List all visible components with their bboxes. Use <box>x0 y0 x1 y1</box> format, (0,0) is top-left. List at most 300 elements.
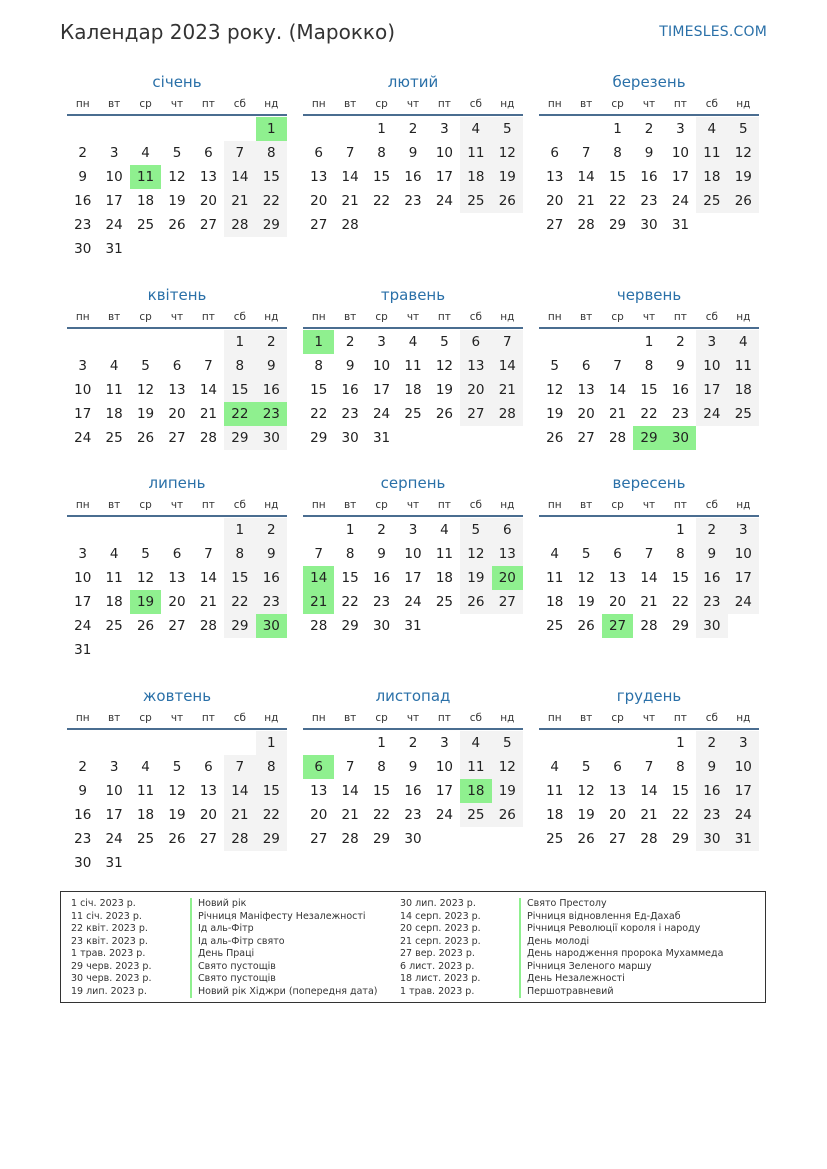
day-cell: 7 <box>345 145 355 161</box>
day-cell: 12 <box>460 542 491 566</box>
day-cell: 12 <box>435 358 454 374</box>
day-cell: 22 <box>310 406 328 422</box>
weekday-header <box>539 307 759 329</box>
weekday-label: вт <box>579 712 593 724</box>
weekday-label: вт <box>579 98 593 110</box>
day-cell: 22 <box>256 189 287 213</box>
weekday-label: ср <box>139 311 152 323</box>
day-cell: 16 <box>640 169 658 185</box>
day-cell: 21 <box>224 803 255 827</box>
empty-cell <box>633 731 664 755</box>
legend-holiday-name: Свято пустощів <box>190 961 276 974</box>
day-cell: 7 <box>204 358 213 374</box>
day-cell: 23 <box>341 406 359 422</box>
weekday-label: нд <box>736 311 751 323</box>
day-cell: 1 <box>676 735 685 751</box>
day-cell: 21 <box>341 807 359 823</box>
weekday-label: нд <box>264 712 279 724</box>
day-cell: 20 <box>168 406 186 422</box>
day-cell: 5 <box>550 358 559 374</box>
day-cell: 9 <box>345 358 355 374</box>
day-cell: 21 <box>199 594 218 610</box>
site-link[interactable]: TIMESLES.COM <box>659 24 767 40</box>
weekday-label: чт <box>170 311 184 323</box>
day-cell: 26 <box>577 831 595 847</box>
day-cell: 24 <box>74 430 92 446</box>
day-cell: 30 <box>256 426 287 450</box>
day-cell: 24 <box>728 590 759 614</box>
weekday-label: ср <box>611 499 624 511</box>
month-block <box>67 471 287 662</box>
weekday-label: ср <box>139 712 152 724</box>
weekday-label: чт <box>170 499 184 511</box>
day-cell: 29 <box>310 430 328 446</box>
day-cell: 26 <box>460 590 491 614</box>
day-cell: 11 <box>460 141 491 165</box>
day-cell: 7 <box>224 755 255 779</box>
weekday-label: нд <box>500 311 515 323</box>
weekday-label: чт <box>642 98 656 110</box>
legend-date: 20 серп. 2023 р. <box>400 923 481 934</box>
day-cell: 4 <box>141 759 150 775</box>
day-cell: 19 <box>435 382 454 398</box>
weekday-label: нд <box>500 499 515 511</box>
day-cell: 24 <box>696 402 727 426</box>
weekday-label: сб <box>233 499 246 511</box>
weekday-label: нд <box>500 712 515 724</box>
day-cell: 4 <box>550 759 559 775</box>
day-cell: 18 <box>546 594 564 610</box>
day-cell: 20 <box>577 406 595 422</box>
day-cell: 18 <box>404 382 422 398</box>
day-cell: 15 <box>640 382 658 398</box>
weekday-label: пн <box>547 311 562 323</box>
day-cell: 12 <box>728 141 759 165</box>
day-cell: 11 <box>728 354 759 378</box>
day-cell: 4 <box>141 145 150 161</box>
day-cell: 10 <box>372 358 391 374</box>
weekday-label: нд <box>264 311 279 323</box>
day-cell: 1 <box>224 330 255 354</box>
day-grid <box>67 330 287 450</box>
month-block <box>303 471 523 638</box>
month-name: серпень <box>380 474 446 492</box>
day-cell: 8 <box>613 145 622 161</box>
day-cell: 23 <box>696 803 727 827</box>
weekday-label: ср <box>139 98 152 110</box>
weekday-label: пн <box>547 712 562 724</box>
day-cell: 7 <box>644 546 654 562</box>
day-cell: 4 <box>728 330 759 354</box>
day-cell: 16 <box>74 193 92 209</box>
legend-date: 19 лип. 2023 р. <box>71 985 147 997</box>
day-cell: 2 <box>256 518 287 542</box>
day-cell: 10 <box>105 169 123 185</box>
weekday-header <box>67 307 287 329</box>
day-cell: 6 <box>204 759 213 775</box>
day-cell: 21 <box>224 189 255 213</box>
day-cell: 6 <box>204 145 213 161</box>
weekday-label: вт <box>343 311 357 323</box>
weekday-label: сб <box>469 98 482 110</box>
day-cell: 17 <box>728 779 759 803</box>
day-cell: 3 <box>696 330 727 354</box>
weekday-label: пн <box>547 499 562 511</box>
day-cell: 21 <box>640 807 658 823</box>
day-cell: 6 <box>613 759 622 775</box>
day-cell: 2 <box>408 735 418 751</box>
day-cell: 31 <box>671 217 690 233</box>
day-cell: 8 <box>224 542 255 566</box>
month-block <box>67 70 287 261</box>
day-cell: 19 <box>168 807 186 823</box>
day-cell: 8 <box>224 354 255 378</box>
holiday-day-cell: 27 <box>602 614 633 638</box>
weekday-label: вт <box>107 98 121 110</box>
day-cell: 21 <box>492 378 523 402</box>
legend-date: 1 трав. 2023 р. <box>71 948 146 959</box>
weekday-label: ср <box>375 499 388 511</box>
day-cell: 28 <box>640 831 658 847</box>
day-grid <box>539 518 759 638</box>
legend-date: 29 черв. 2023 р. <box>71 960 152 972</box>
day-cell: 2 <box>696 518 727 542</box>
day-cell: 11 <box>460 755 491 779</box>
day-cell: 21 <box>577 193 595 209</box>
day-cell: 5 <box>141 358 150 374</box>
day-cell: 1 <box>676 522 685 538</box>
day-cell: 5 <box>141 546 150 562</box>
day-cell: 14 <box>640 783 658 799</box>
day-cell: 9 <box>78 169 87 185</box>
weekday-label: пт <box>437 98 451 110</box>
day-cell: 12 <box>136 382 155 398</box>
day-cell: 3 <box>78 546 87 562</box>
day-cell: 13 <box>460 354 491 378</box>
day-cell: 31 <box>105 855 123 871</box>
day-cell: 13 <box>492 542 523 566</box>
empty-cell <box>539 731 570 755</box>
day-cell: 29 <box>671 831 690 847</box>
day-cell: 9 <box>377 546 386 562</box>
day-cell: 17 <box>435 783 454 799</box>
day-cell: 20 <box>310 807 328 823</box>
day-cell: 30 <box>74 241 92 257</box>
day-cell: 29 <box>224 614 255 638</box>
day-cell: 9 <box>256 542 287 566</box>
day-cell: 4 <box>109 358 119 374</box>
day-cell: 28 <box>577 217 595 233</box>
legend-holiday-name: Річниця Маніфесту Незалежності <box>190 911 366 924</box>
day-cell: 23 <box>404 807 422 823</box>
weekday-header <box>539 708 759 730</box>
weekday-label: нд <box>264 499 279 511</box>
weekday-header <box>539 94 759 116</box>
day-cell: 5 <box>581 546 591 562</box>
day-cell: 8 <box>644 358 654 374</box>
day-cell: 1 <box>256 731 287 755</box>
day-cell: 30 <box>404 831 422 847</box>
legend-holiday-name: Ід аль-Фітр свято <box>190 936 285 949</box>
weekday-label: сб <box>469 311 482 323</box>
day-cell: 13 <box>310 783 328 799</box>
weekday-header <box>67 94 287 116</box>
holiday-day-cell: 1 <box>256 117 287 141</box>
day-cell: 30 <box>74 855 92 871</box>
day-cell: 24 <box>105 831 123 847</box>
day-grid <box>303 731 523 851</box>
weekday-label: сб <box>705 712 718 724</box>
day-cell: 2 <box>696 731 727 755</box>
day-cell: 6 <box>492 518 523 542</box>
day-cell: 27 <box>546 217 564 233</box>
day-cell: 18 <box>435 570 454 586</box>
weekday-label: пт <box>673 712 687 724</box>
empty-cell <box>303 518 334 542</box>
empty-cell <box>161 731 192 755</box>
month-block <box>303 684 523 851</box>
day-cell: 27 <box>608 831 627 847</box>
weekday-label: пт <box>437 712 451 724</box>
empty-cell <box>130 731 161 755</box>
day-cell: 16 <box>74 807 92 823</box>
day-cell: 29 <box>341 618 359 634</box>
day-cell: 16 <box>696 779 727 803</box>
day-cell: 9 <box>696 755 727 779</box>
day-cell: 2 <box>408 121 418 137</box>
month-block <box>67 283 287 450</box>
day-cell: 22 <box>224 590 255 614</box>
day-cell: 5 <box>492 731 523 755</box>
weekday-label: пн <box>311 499 326 511</box>
day-cell: 25 <box>728 402 759 426</box>
day-cell: 25 <box>136 831 155 847</box>
weekday-label: вт <box>579 311 593 323</box>
day-cell: 15 <box>671 783 690 799</box>
day-cell: 20 <box>310 193 328 209</box>
holiday-day-cell: 23 <box>256 402 287 426</box>
day-cell: 1 <box>613 121 622 137</box>
day-cell: 31 <box>372 430 391 446</box>
day-cell: 25 <box>460 803 491 827</box>
legend-date: 6 лист. 2023 р. <box>400 960 475 972</box>
legend-date: 30 черв. 2023 р. <box>71 973 152 984</box>
legend-holiday-name: День народження пророка Мухаммеда <box>519 948 723 961</box>
empty-cell <box>161 330 192 354</box>
day-cell: 16 <box>341 382 359 398</box>
weekday-label: сб <box>469 712 482 724</box>
day-cell: 8 <box>256 141 287 165</box>
weekday-label: чт <box>170 712 184 724</box>
day-cell: 11 <box>105 382 123 398</box>
weekday-label: нд <box>736 98 751 110</box>
day-cell: 20 <box>608 807 627 823</box>
day-cell: 22 <box>671 807 690 823</box>
day-cell: 14 <box>199 570 218 586</box>
day-cell: 23 <box>696 590 727 614</box>
day-cell: 8 <box>377 759 386 775</box>
day-cell: 28 <box>640 618 658 634</box>
day-cell: 28 <box>310 618 328 634</box>
day-cell: 28 <box>199 430 218 446</box>
day-cell: 16 <box>372 570 391 586</box>
day-cell: 29 <box>256 213 287 237</box>
day-cell: 12 <box>492 141 523 165</box>
weekday-label: чт <box>642 311 656 323</box>
weekday-label: пт <box>437 311 451 323</box>
empty-cell <box>570 518 601 542</box>
holiday-day-cell: 20 <box>492 566 523 590</box>
day-cell: 15 <box>224 378 255 402</box>
day-cell: 18 <box>136 807 155 823</box>
day-cell: 20 <box>460 378 491 402</box>
day-cell: 19 <box>460 566 491 590</box>
day-cell: 16 <box>696 566 727 590</box>
empty-cell <box>98 117 129 141</box>
empty-cell <box>130 117 161 141</box>
day-cell: 28 <box>341 831 359 847</box>
weekday-label: пт <box>201 499 215 511</box>
day-cell: 13 <box>168 570 186 586</box>
weekday-label: ср <box>375 311 388 323</box>
weekday-label: ср <box>611 712 624 724</box>
day-cell: 6 <box>172 358 182 374</box>
legend-holiday-name: Свято пустощів <box>190 973 276 986</box>
day-cell: 13 <box>546 169 564 185</box>
day-cell: 23 <box>372 594 391 610</box>
day-cell: 3 <box>728 518 759 542</box>
weekday-label: пт <box>201 98 215 110</box>
day-cell: 26 <box>168 831 186 847</box>
empty-cell <box>130 330 161 354</box>
weekday-label: пн <box>547 98 562 110</box>
day-cell: 15 <box>256 779 287 803</box>
day-grid <box>67 117 287 261</box>
day-cell: 25 <box>696 189 727 213</box>
day-cell: 25 <box>546 831 564 847</box>
weekday-header <box>303 307 523 329</box>
empty-cell <box>602 330 633 354</box>
day-cell: 8 <box>314 358 323 374</box>
day-cell: 12 <box>136 570 155 586</box>
day-cell: 21 <box>608 406 627 422</box>
day-cell: 12 <box>577 570 595 586</box>
legend-date: 11 січ. 2023 р. <box>71 910 142 922</box>
day-cell: 11 <box>546 570 564 586</box>
month-name: липень <box>148 474 206 492</box>
day-cell: 26 <box>492 189 523 213</box>
empty-cell <box>539 330 570 354</box>
day-cell: 27 <box>460 402 491 426</box>
weekday-header <box>67 708 287 730</box>
legend-date: 22 квіт. 2023 р. <box>71 923 148 934</box>
day-cell: 18 <box>136 193 155 209</box>
day-cell: 20 <box>199 807 218 823</box>
weekday-label: пт <box>201 712 215 724</box>
day-cell: 17 <box>372 382 391 398</box>
day-cell: 5 <box>440 334 449 350</box>
day-cell: 17 <box>671 169 690 185</box>
day-cell: 4 <box>460 731 491 755</box>
day-cell: 17 <box>74 594 92 610</box>
day-cell: 8 <box>676 546 685 562</box>
day-cell: 7 <box>492 330 523 354</box>
day-cell: 11 <box>435 546 454 562</box>
day-cell: 18 <box>728 378 759 402</box>
day-cell: 20 <box>546 193 564 209</box>
day-cell: 3 <box>676 121 685 137</box>
day-cell: 22 <box>671 594 690 610</box>
day-cell: 19 <box>492 165 523 189</box>
weekday-label: пт <box>673 98 687 110</box>
day-cell: 24 <box>372 406 391 422</box>
day-cell: 14 <box>224 779 255 803</box>
day-cell: 23 <box>404 193 422 209</box>
day-cell: 2 <box>78 759 87 775</box>
holiday-day-cell: 19 <box>130 590 161 614</box>
day-cell: 10 <box>728 755 759 779</box>
day-grid <box>67 731 287 875</box>
weekday-header <box>303 708 523 730</box>
day-cell: 1 <box>345 522 355 538</box>
weekday-label: сб <box>233 712 246 724</box>
month-name: листопад <box>375 687 451 705</box>
day-grid <box>303 518 523 638</box>
day-cell: 11 <box>696 141 727 165</box>
day-cell: 27 <box>199 217 218 233</box>
day-cell: 22 <box>608 193 627 209</box>
day-cell: 27 <box>199 831 218 847</box>
empty-cell <box>193 731 224 755</box>
day-cell: 24 <box>671 193 690 209</box>
empty-cell <box>334 731 365 755</box>
legend-holiday-name: Новий рік Хіджри (попередня дата) <box>190 986 377 999</box>
empty-cell <box>193 117 224 141</box>
month-name: жовтень <box>142 687 212 705</box>
day-cell: 15 <box>310 382 328 398</box>
day-cell: 13 <box>608 783 627 799</box>
day-cell: 10 <box>671 145 690 161</box>
weekday-label: ср <box>139 499 152 511</box>
day-cell: 25 <box>546 618 564 634</box>
holiday-day-cell: 1 <box>303 330 334 354</box>
weekday-label: вт <box>107 499 121 511</box>
weekday-label: сб <box>705 499 718 511</box>
day-cell: 19 <box>168 193 186 209</box>
day-cell: 18 <box>105 594 123 610</box>
day-cell: 17 <box>105 807 123 823</box>
holiday-day-cell: 22 <box>224 402 255 426</box>
weekday-header <box>303 495 523 517</box>
day-cell: 5 <box>492 117 523 141</box>
day-cell: 25 <box>105 430 123 446</box>
legend-holiday-name: День Незалежності <box>519 973 625 986</box>
weekday-label: ср <box>375 712 388 724</box>
day-cell: 21 <box>199 406 218 422</box>
holiday-day-cell: 29 <box>633 426 664 450</box>
day-cell: 3 <box>78 358 87 374</box>
weekday-label: нд <box>500 98 515 110</box>
day-grid <box>539 731 759 851</box>
day-cell: 14 <box>341 783 359 799</box>
weekday-label: вт <box>107 712 121 724</box>
day-grid <box>303 117 523 237</box>
weekday-label: пн <box>75 712 90 724</box>
day-cell: 26 <box>136 618 155 634</box>
day-cell: 30 <box>372 618 391 634</box>
day-cell: 6 <box>550 145 559 161</box>
day-cell: 27 <box>310 217 328 233</box>
